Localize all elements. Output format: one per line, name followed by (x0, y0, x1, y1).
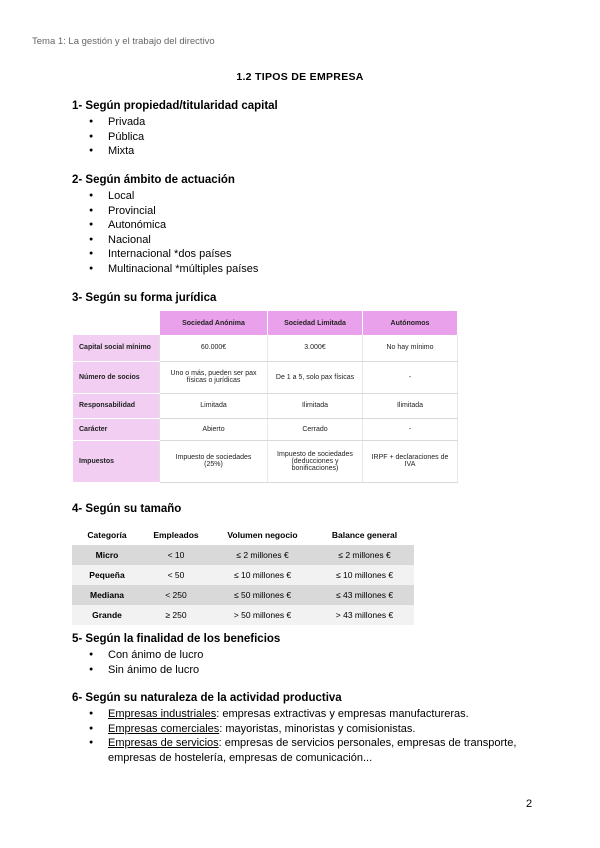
table-cell: Pequeña (72, 565, 142, 585)
table-header-row (72, 524, 414, 545)
table-cell: < 250 (142, 585, 210, 605)
list-item-description: : mayoristas, minoristas y comisionistas. (219, 722, 416, 735)
list-item-description: : empresas extractivas y empresas manufactureras. (216, 708, 469, 720)
table-cell: Limitada (160, 393, 268, 418)
table-cell: Ilimitada (363, 393, 458, 418)
size-table (72, 524, 414, 625)
table-cell: Ilimitada (268, 393, 363, 418)
section-2-heading: 2- Según ámbito de actuación (72, 174, 235, 186)
section-6-list (88, 707, 528, 765)
list-item: ● Pública (88, 130, 145, 145)
row-header: Carácter (73, 418, 160, 440)
table-cell: IRPF + declaraciones de IVA (363, 440, 458, 482)
table-row (72, 585, 414, 605)
table-row (73, 440, 458, 482)
column-header: Balance general (315, 524, 414, 545)
table-cell: ≤ 2 millones € (315, 545, 414, 565)
table-cell: Abierto (160, 418, 268, 440)
section-5-heading: 5- Según la finalidad de los beneficios (72, 633, 281, 645)
table-cell: No hay mínimo (363, 335, 458, 361)
column-header: Sociedad Anónima (160, 311, 268, 335)
table-row (73, 361, 458, 393)
table-row (72, 545, 414, 565)
table-cell: 60.000€ (160, 335, 268, 361)
table-cell: Cerrado (268, 418, 363, 440)
row-header: Impuestos (73, 440, 160, 482)
column-header: Sociedad Limitada (268, 311, 363, 335)
table-header-row (73, 311, 458, 335)
section-2-list (88, 189, 258, 277)
list-item (88, 736, 528, 765)
table-cell: ≤ 2 millones € (210, 545, 315, 565)
table-row (73, 393, 458, 418)
table-cell: - (363, 418, 458, 440)
table-cell: ≤ 50 millones € (210, 585, 315, 605)
page-number: 2 (526, 798, 533, 810)
table-cell: 3.000€ (268, 335, 363, 361)
section-6-heading: 6- Según su naturaleza de la actividad productiva (72, 692, 342, 704)
list-item: ● Provincial (88, 204, 258, 219)
table-row (72, 605, 414, 625)
table-cell: ≤ 10 millones € (210, 565, 315, 585)
table-cell: > 50 millones € (210, 605, 315, 625)
list-item: ● Multinacional *múltiples países (88, 262, 258, 277)
table-cell: Micro (72, 545, 142, 565)
table-corner (73, 311, 160, 335)
list-item (88, 722, 528, 737)
row-header: Número de socios (73, 361, 160, 393)
table-cell: Grande (72, 605, 142, 625)
section-4-heading: 4- Según su tamaño (72, 503, 182, 515)
table-row (73, 335, 458, 361)
list-item: ● Sin ánimo de lucro (88, 663, 203, 678)
table-cell: < 50 (142, 565, 210, 585)
list-item: ● Local (88, 189, 258, 204)
column-header: Empleados (142, 524, 210, 545)
list-item-term: Empresas industriales (108, 708, 217, 720)
list-item: ● Nacional (88, 233, 258, 248)
page-title: 1.2 TIPOS DE EMPRESA (236, 71, 364, 83)
column-header: Autónomos (363, 311, 458, 335)
section-1-list (88, 115, 145, 159)
list-item-description: : empresas de servicios personales, empresas de transporte, empresas de hostelería, empresas de comunicación... (108, 737, 517, 764)
table-cell: ≤ 43 millones € (315, 585, 414, 605)
row-header: Responsabilidad (73, 393, 160, 418)
table-cell: Uno o más, pueden ser pax físicas o jurídicas (160, 361, 268, 393)
table-cell: - (363, 361, 458, 393)
section-5-list (88, 648, 203, 677)
list-item: ● Autonómica (88, 218, 258, 233)
page-header: Tema 1: La gestión y el trabajo del directivo (32, 36, 215, 47)
table-cell: Impuesto de sociedades (25%) (160, 440, 268, 482)
column-header: Categoría (72, 524, 142, 545)
table-cell: Impuesto de sociedades (deducciones y bonificaciones) (268, 440, 363, 482)
list-item (88, 707, 528, 722)
row-header: Capital social mínimo (73, 335, 160, 361)
table-row (73, 418, 458, 440)
table-cell: > 43 millones € (315, 605, 414, 625)
section-3-heading: 3- Según su forma jurídica (72, 292, 217, 304)
list-item: ● Internacional *dos países (88, 247, 258, 262)
list-item-term: Empresas comerciales (108, 722, 220, 735)
table-cell: De 1 a 5, solo pax físicas (268, 361, 363, 393)
legal-form-table (73, 311, 458, 483)
column-header: Volumen negocio (210, 524, 315, 545)
table-cell: ≥ 250 (142, 605, 210, 625)
list-item-term: Empresas de servicios (108, 737, 219, 750)
table-cell: < 10 (142, 545, 210, 565)
list-item: ● Privada (88, 115, 145, 130)
table-row (72, 565, 414, 585)
table-cell: ≤ 10 millones € (315, 565, 414, 585)
list-item: ● Mixta (88, 144, 145, 159)
table-cell: Mediana (72, 585, 142, 605)
section-1-heading: 1- Según propiedad/titularidad capital (72, 100, 278, 112)
list-item: ● Con ánimo de lucro (88, 648, 203, 663)
